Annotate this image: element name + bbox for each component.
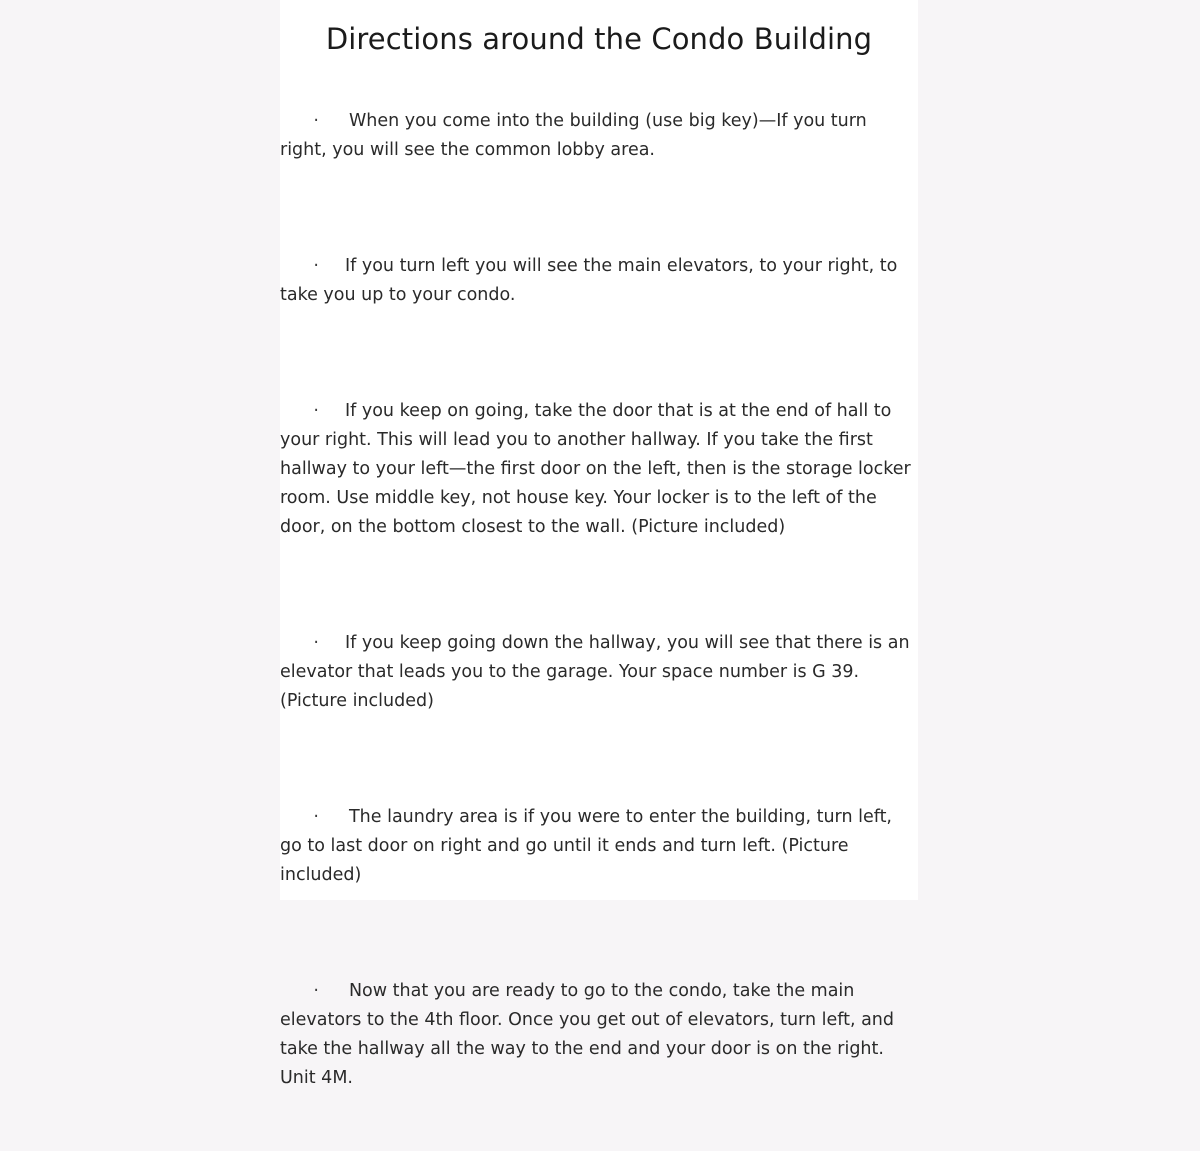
list-item: [280, 78, 918, 194]
list-item: [280, 368, 918, 571]
list-item-text: Now that you are ready to go to the condo, take the main elevators to the 4th floor. Once you get out of elevators, turn left, and take the hallway all the way to the end and your door is on the right. Unit 4M.: [280, 981, 900, 1088]
list-item: [280, 600, 918, 745]
list-item-text: If you turn left you will see the main elevators, to your right, to take you up to your condo.: [280, 256, 903, 305]
bullet-glyph: ·: [313, 401, 319, 421]
list-item-text: If you keep on going, take the door that is at the end of hall to your right. This will lead you to another hallway. If you take the first hallway to your left—the first door on the left, then is the storage locker room. Use middle key, not house key. Your locker is to the left of the door, on the bottom closest to the wall. (Picture included): [280, 401, 917, 537]
list-item: [280, 774, 918, 919]
page-title: Directions around the Condo Building: [325, 22, 873, 56]
list-item: [280, 223, 918, 339]
list-item: [280, 948, 918, 1122]
bullet-glyph: ·: [313, 807, 319, 827]
bullet-glyph: ·: [313, 981, 319, 1001]
document-page: [280, 0, 918, 1088]
document-body: [280, 78, 918, 1151]
list-item-text: The laundry area is if you were to enter the building, turn left, go to last door on right and go until it ends and turn left. (Picture included): [280, 807, 898, 885]
bullet-glyph: ·: [313, 256, 319, 276]
bullet-glyph: ·: [313, 111, 319, 131]
list-item-text: If you keep going down the hallway, you will see that there is an elevator that leads you to the garage. Your space number is G 39. (Picture included): [280, 633, 916, 711]
bullet-glyph: ·: [313, 633, 319, 653]
list-item-text: When you come into the building (use big key)—If you turn right, you will see the common lobby area.: [280, 111, 873, 160]
